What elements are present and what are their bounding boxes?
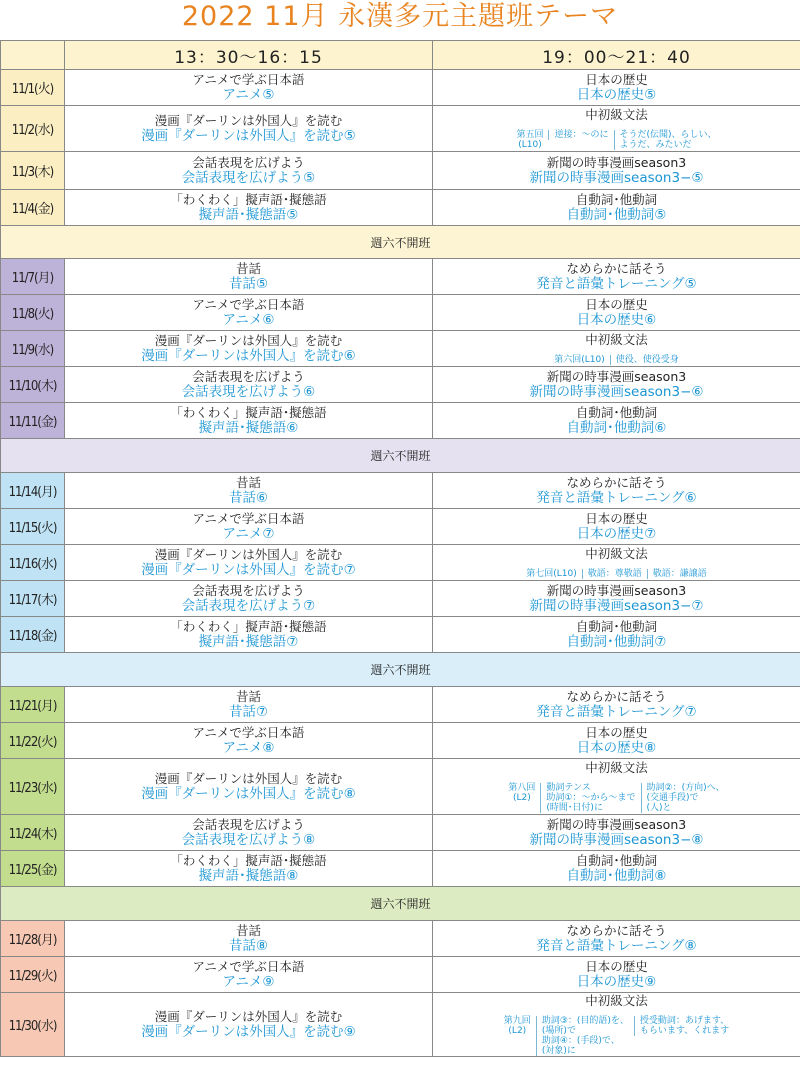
no-class-label: 週六不開班 [1,653,800,687]
no-class-label: 週六不開班 [1,887,800,921]
afternoon-course-title: 漫画『ダーリンは外国人』を読む [154,113,343,128]
afternoon-course-title: アニメで学ぶ日本語 [192,297,305,312]
schedule-row [1,851,800,887]
evening-lesson: 自動詞･他動詞⑤ [566,207,667,223]
evening-class-cell [433,851,800,887]
evening-class-cell [433,295,800,331]
page-title: 2022 11月 永漢多元主題班テーマ [181,1,619,32]
afternoon-course-title: 会話表現を広げよう [192,583,305,598]
afternoon-class-cell [65,403,433,439]
grammar-detail-item: 敬語：尊敬語 [582,569,647,579]
header-evening: 19：00〜21：40 [433,41,800,70]
afternoon-class-cell [65,957,433,993]
evening-class-cell [433,259,800,295]
schedule-table [0,40,800,1057]
header-afternoon: 13：30〜16：15 [65,41,433,70]
afternoon-lesson: 擬声語･擬態語⑦ [198,634,299,650]
evening-lesson: 自動詞･他動詞⑧ [566,868,667,884]
afternoon-course-title: 「わくわく」擬声語･擬態語 [170,619,327,634]
afternoon-lesson: アニメ⑥ [222,312,275,328]
evening-course-title: 新聞の時事漫画season3 [546,583,687,598]
date-cell: 11/28(月) [1,921,65,957]
afternoon-lesson: アニメ⑧ [222,740,275,756]
evening-class-cell [433,509,800,545]
evening-course-title: 自動詞･他動詞 [575,853,658,868]
evening-class-cell [433,190,800,226]
afternoon-class-cell [65,723,433,759]
no-class-row [1,439,800,473]
grammar-details [499,1016,734,1056]
date-cell: 11/21(月) [1,687,65,723]
evening-course-title: なめらかに話そう [566,475,667,490]
afternoon-class-cell [65,581,433,617]
afternoon-class-cell [65,473,433,509]
evening-class-cell [433,403,800,439]
evening-lesson: 新聞の時事漫画season3−⑤ [529,170,704,186]
afternoon-course-title: 「わくわく」擬声語･擬態語 [170,405,327,420]
afternoon-course-title: アニメで学ぶ日本語 [192,72,305,87]
afternoon-class-cell [65,993,433,1057]
evening-lesson: 新聞の時事漫画season3−⑦ [529,598,704,614]
date-cell: 11/22(火) [1,723,65,759]
evening-class-cell [433,581,800,617]
evening-lesson: 日本の歴史⑦ [576,526,657,542]
grammar-detail-item: 逆接：～のに [548,130,613,140]
evening-lesson: 新聞の時事漫画season3−⑧ [529,832,704,848]
grammar-detail-item: 授受動詞：あげます、 もらいます、くれます [634,1016,734,1036]
afternoon-lesson: 会話表現を広げよう⑦ [181,598,316,614]
date-cell: 11/1(火) [1,70,65,106]
afternoon-course-title: 昔話 [235,475,261,490]
evening-course-title: なめらかに話そう [566,261,667,276]
grammar-detail-item: 第九回 (L2) [503,1016,531,1036]
evening-course-title: 新聞の時事漫画season3 [546,817,687,832]
afternoon-lesson: 漫画『ダーリンは外国人』を読む⑨ [141,1024,356,1040]
schedule-row [1,473,800,509]
afternoon-lesson: 漫画『ダーリンは外国人』を読む⑧ [141,786,356,802]
afternoon-lesson: 擬声語･擬態語⑥ [198,420,299,436]
evening-class-cell [433,331,800,367]
date-cell: 11/25(金) [1,851,65,887]
afternoon-class-cell [65,509,433,545]
afternoon-course-title: 会話表現を広げよう [192,369,305,384]
grammar-details [511,130,721,150]
evening-course-title: なめらかに話そう [566,923,667,938]
schedule-row [1,759,800,815]
afternoon-course-title: アニメで学ぶ日本語 [192,725,305,740]
grammar-detail-item: 助詞②：(方向)へ、 (交通手段)で (人)と [641,783,730,813]
schedule-row [1,723,800,759]
evening-course-title: 中初級文法 [585,545,648,561]
date-cell: 11/7(月) [1,259,65,295]
evening-lesson: 自動詞･他動詞⑦ [566,634,667,650]
evening-course-title: 中初級文法 [585,760,648,775]
afternoon-class-cell [65,759,433,815]
evening-class-cell [433,815,800,851]
afternoon-lesson: 擬声語･擬態語⑤ [198,207,299,223]
date-cell: 11/16(水) [1,545,65,581]
evening-course-title: 中初級文法 [585,993,648,1008]
grammar-detail-item: 第八回 (L2) [508,783,536,803]
grammar-details [521,569,712,579]
schedule-row [1,687,800,723]
grammar-detail-item: 動詞テンス 助詞①：～から～まで (時間･日付)に [540,783,640,813]
date-cell: 11/11(金) [1,403,65,439]
afternoon-class-cell [65,295,433,331]
evening-course-title: 中初級文法 [585,107,648,122]
schedule-row [1,106,800,152]
afternoon-course-title: 昔話 [235,689,261,704]
no-class-row [1,887,800,921]
date-cell: 11/15(火) [1,509,65,545]
evening-class-cell [433,617,800,653]
afternoon-course-title: アニメで学ぶ日本語 [192,959,305,974]
evening-lesson: 日本の歴史⑧ [576,740,657,756]
afternoon-lesson: アニメ⑨ [222,974,275,990]
date-cell: 11/23(水) [1,759,65,815]
schedule-row [1,295,800,331]
evening-course-title: 日本の歴史 [585,72,648,87]
evening-class-cell [433,723,800,759]
afternoon-lesson: 会話表現を広げよう⑥ [181,384,316,400]
schedule-row [1,993,800,1057]
schedule-row [1,259,800,295]
grammar-details [549,355,684,365]
evening-lesson: 発音と語彙トレーニング⑥ [536,490,697,506]
schedule-row [1,331,800,367]
afternoon-class-cell [65,331,433,367]
afternoon-course-title: アニメで学ぶ日本語 [192,511,305,526]
afternoon-course-title: 「わくわく」擬声語･擬態語 [170,853,327,868]
date-cell: 11/10(木) [1,367,65,403]
afternoon-course-title: 昔話 [235,923,261,938]
grammar-detail-item: 敬語：謙譲語 [647,569,712,579]
date-cell: 11/17(木) [1,581,65,617]
afternoon-course-title: 会話表現を広げよう [192,155,305,170]
grammar-detail-item: 第五回 (L10) [516,130,544,150]
evening-course-title: 日本の歴史 [585,511,648,526]
afternoon-class-cell [65,367,433,403]
no-class-label: 週六不開班 [1,226,800,259]
header-corner [1,41,65,70]
afternoon-class-cell [65,921,433,957]
grammar-detail-item: そうだ(伝聞)、らしい、 ようだ、みたいだ [614,130,722,150]
evening-class-cell [433,106,800,152]
afternoon-class-cell [65,152,433,190]
afternoon-course-title: 「わくわく」擬声語･擬態語 [170,192,327,207]
afternoon-course-title: 昔話 [235,261,261,276]
schedule-row [1,403,800,439]
no-class-label: 週六不開班 [1,439,800,473]
afternoon-lesson: アニメ⑦ [222,526,275,542]
schedule-row [1,70,800,106]
evening-lesson: 発音と語彙トレーニング⑤ [536,276,697,292]
schedule-row [1,509,800,545]
evening-lesson: 日本の歴史⑨ [576,974,657,990]
schedule-row [1,545,800,581]
afternoon-lesson: 昔話⑤ [228,276,269,292]
afternoon-lesson: 昔話⑧ [228,938,269,954]
date-cell: 11/8(火) [1,295,65,331]
evening-course-title: 日本の歴史 [585,725,648,740]
grammar-detail-item: 使役、使役受身 [610,355,684,365]
afternoon-course-title: 漫画『ダーリンは外国人』を読む [154,1009,343,1024]
evening-lesson: 新聞の時事漫画season3−⑥ [529,384,704,400]
afternoon-lesson: 会話表現を広げよう⑤ [181,170,316,186]
evening-course-title: 中初級文法 [585,331,648,347]
afternoon-class-cell [65,259,433,295]
date-cell: 11/3(木) [1,152,65,190]
afternoon-course-title: 漫画『ダーリンは外国人』を読む [154,333,343,348]
afternoon-lesson: 昔話⑥ [228,490,269,506]
evening-course-title: 日本の歴史 [585,297,648,312]
evening-class-cell [433,473,800,509]
evening-lesson: 日本の歴史⑤ [576,87,657,103]
afternoon-lesson: 漫画『ダーリンは外国人』を読む⑤ [141,128,356,144]
no-class-row [1,653,800,687]
header-row [1,41,800,70]
evening-course-title: 新聞の時事漫画season3 [546,155,687,170]
afternoon-class-cell [65,687,433,723]
afternoon-class-cell [65,545,433,581]
afternoon-lesson: 昔話⑦ [228,704,269,720]
evening-class-cell [433,545,800,581]
grammar-detail-item: 助詞③：(目的語)を、 (場所)で 助詞④：(手段)で、 (対象)に [536,1016,634,1056]
afternoon-class-cell [65,815,433,851]
evening-class-cell [433,921,800,957]
evening-class-cell [433,687,800,723]
schedule-row [1,152,800,190]
evening-course-title: 自動詞･他動詞 [575,619,658,634]
date-cell: 11/9(水) [1,331,65,367]
schedule-row [1,617,800,653]
evening-class-cell [433,152,800,190]
evening-lesson: 日本の歴史⑥ [576,312,657,328]
date-cell: 11/24(木) [1,815,65,851]
no-class-row [1,226,800,259]
schedule-row [1,957,800,993]
evening-class-cell [433,759,800,815]
afternoon-lesson: 漫画『ダーリンは外国人』を読む⑦ [141,562,356,578]
schedule-row [1,190,800,226]
afternoon-lesson: 漫画『ダーリンは外国人』を読む⑥ [141,348,356,364]
afternoon-class-cell [65,70,433,106]
afternoon-course-title: 漫画『ダーリンは外国人』を読む [154,771,343,786]
evening-course-title: 自動詞･他動詞 [575,405,658,420]
date-cell: 11/30(水) [1,993,65,1057]
schedule-row [1,367,800,403]
grammar-detail-item: 第六回(L10) [554,354,605,365]
date-cell: 11/14(月) [1,473,65,509]
evening-lesson: 発音と語彙トレーニング⑧ [536,938,697,954]
evening-class-cell [433,70,800,106]
afternoon-course-title: 会話表現を広げよう [192,817,305,832]
date-cell: 11/2(水) [1,106,65,152]
afternoon-course-title: 漫画『ダーリンは外国人』を読む [154,547,343,562]
date-cell: 11/4(金) [1,190,65,226]
grammar-details [503,783,729,813]
afternoon-class-cell [65,617,433,653]
date-cell: 11/29(火) [1,957,65,993]
schedule-row [1,581,800,617]
afternoon-lesson: 擬声語･擬態語⑧ [198,868,299,884]
afternoon-class-cell [65,106,433,152]
evening-lesson: 自動詞･他動詞⑥ [566,420,667,436]
date-cell: 11/18(金) [1,617,65,653]
evening-course-title: 日本の歴史 [585,959,648,974]
evening-class-cell [433,367,800,403]
afternoon-class-cell [65,190,433,226]
evening-lesson: 発音と語彙トレーニング⑦ [536,704,697,720]
evening-course-title: 新聞の時事漫画season3 [546,369,687,384]
afternoon-class-cell [65,851,433,887]
evening-course-title: なめらかに話そう [566,689,667,704]
afternoon-lesson: 会話表現を広げよう⑧ [181,832,316,848]
grammar-detail-item: 第七回(L10) [526,568,577,579]
schedule-row [1,921,800,957]
evening-class-cell [433,957,800,993]
evening-class-cell [433,993,800,1057]
afternoon-lesson: アニメ⑤ [222,87,275,103]
schedule-row [1,815,800,851]
evening-course-title: 自動詞･他動詞 [575,192,658,207]
